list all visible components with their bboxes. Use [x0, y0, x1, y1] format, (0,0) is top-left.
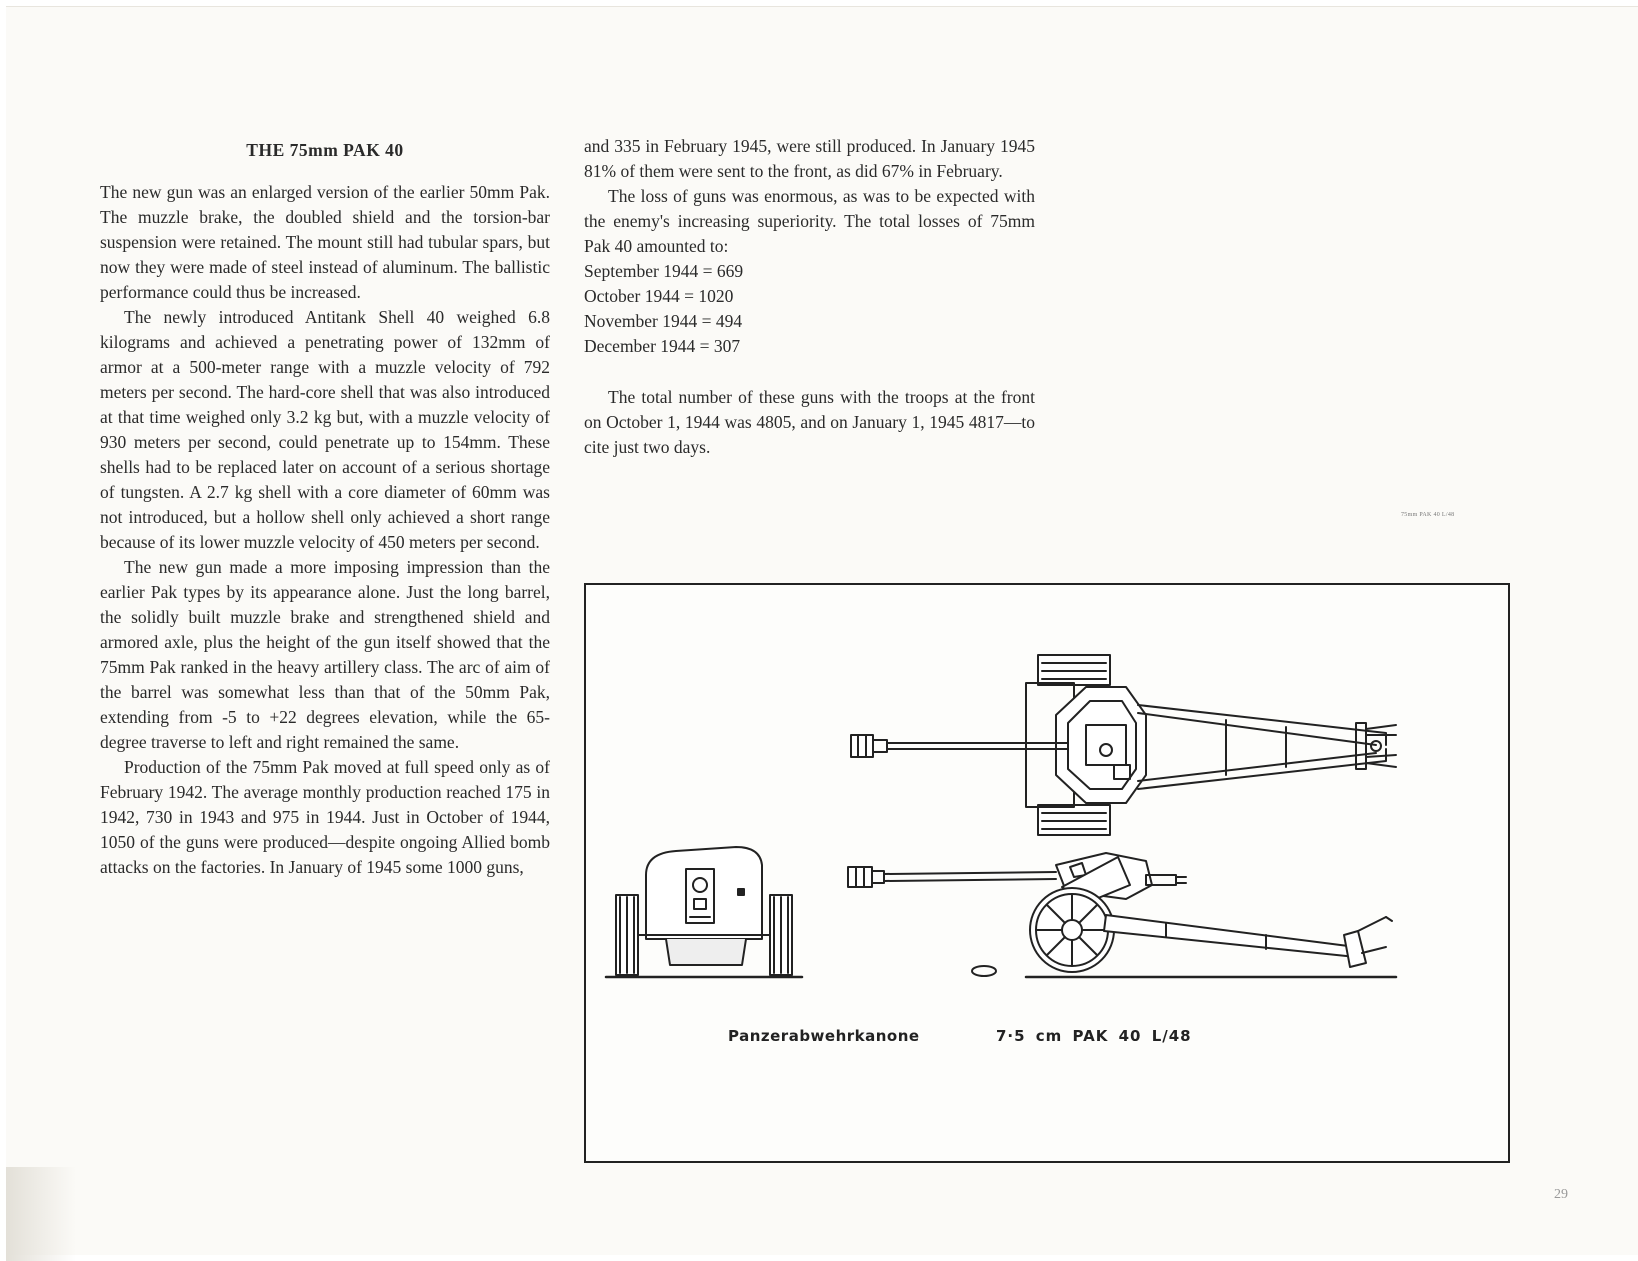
- list-item: November 1944 = 494: [584, 311, 743, 331]
- paragraph: Production of the 75mm Pak moved at full speed only as of February 1942. The average monthly production reached 175 in 1942, 730 in 1943 and 975 in 1944. Just in October of 1944, 1050 of the guns were produced—despite ongoing Allied bomb attacks on the factories. In January of 1945 some 1000 guns,: [100, 757, 550, 877]
- list-item: September 1944 = 669: [584, 261, 744, 281]
- list-item: December 1944 = 307: [584, 336, 741, 356]
- gun-drawing-figure: [584, 583, 1510, 1163]
- list-item: October 1944 = 1020: [584, 286, 734, 306]
- figure-caption-designation: 7·5 cm PAK 40 L/48: [996, 1027, 1192, 1045]
- page-number: 29: [1554, 1187, 1568, 1202]
- side-note: 75mm PAK 40 L/48: [1401, 512, 1455, 518]
- right-column: [584, 134, 1035, 460]
- paragraph: The new gun was an enlarged version of the earlier 50mm Pak. The muzzle brake, the doubled shield and the torsion-bar suspension were retained. The mount still had tubular spars, but now they were made of steel instead of aluminum. The ballistic performance could thus be increased.: [100, 182, 550, 302]
- section-heading: THE 75mm PAK 40: [246, 140, 404, 160]
- paragraph: and 335 in February 1945, were still produced. In January 1945 81% of them were sent to the front, as did 67% in February.: [584, 136, 1035, 181]
- front-view-drawing: [606, 847, 802, 977]
- gun-drawings: [586, 585, 1508, 1161]
- book-page: [6, 6, 1638, 1255]
- paragraph: The total number of these guns with the troops at the front on October 1, 1944 was 4805, and on January 1, 1945 4817—to cite just two days.: [584, 387, 1035, 457]
- losses-list: [584, 259, 1035, 359]
- left-column: [100, 180, 550, 880]
- paragraph: The new gun made a more imposing impression than the earlier Pak types by its appearance alone. Just the long barrel, the solidly built muzzle brake and strengthened shield and armored axle, plus the height of the gun itself showed that the 75mm Pak ranked in the heavy artillery class. The arc of aim of the barrel was somewhat less than that of the 50mm Pak, extending from -5 to +22 degrees elevation, while the 65-degree traverse to left and right remained the same.: [100, 557, 550, 752]
- paragraph: The newly introduced Antitank Shell 40 weighed 6.8 kilograms and achieved a penetrating power of 132mm of armor at a 500-meter range with a muzzle velocity of 792 meters per second. The hard-core shell that was also introduced at that time weighed only 3.2 kg but, with a muzzle velocity of 930 meters per second, could penetrate up to 154mm. These shells had to be replaced later on account of a serious shortage of tungsten. A 2.7 kg shell with a core diameter of 60mm was not introduced, but a hollow shell only achieved a short range because of its lower muzzle velocity of 450 meters per second.: [100, 307, 550, 552]
- side-view-drawing: [848, 853, 1396, 977]
- top-view-drawing: [851, 655, 1396, 835]
- figure-caption-title: Panzerabwehrkanone: [728, 1027, 920, 1045]
- page-edge-shadow: [6, 1167, 76, 1261]
- paragraph: The loss of guns was enormous, as was to be expected with the enemy's increasing superiority. The total losses of 75mm Pak 40 amounted to:: [584, 186, 1035, 256]
